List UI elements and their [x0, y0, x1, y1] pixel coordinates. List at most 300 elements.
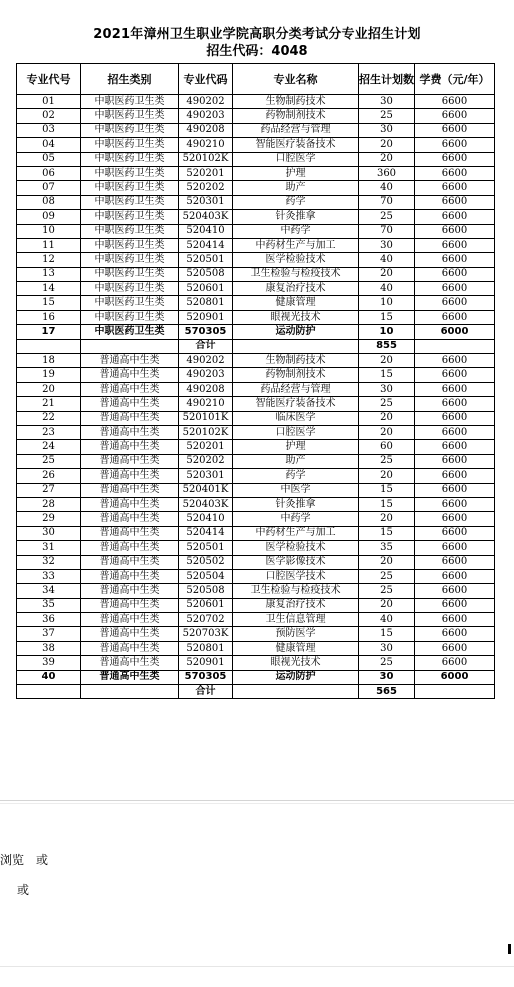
- table-row: [17, 497, 495, 511]
- cell-major-number: 33: [17, 569, 81, 583]
- cell-major-number: 01: [17, 95, 81, 109]
- cell-plan-count: 25: [359, 397, 415, 411]
- cell-major-code: 520410: [179, 224, 233, 238]
- table-row: [17, 267, 495, 281]
- cell-major-code: 520508: [179, 584, 233, 598]
- cell-tuition: 6600: [415, 569, 495, 583]
- cell-tuition: 6600: [415, 354, 495, 368]
- cell-tuition: 6600: [415, 253, 495, 267]
- cell-major-number: 30: [17, 526, 81, 540]
- cell-major-code: 520501: [179, 541, 233, 555]
- cell-major-number: 38: [17, 641, 81, 655]
- cell-major-name: 药品经营与管理: [233, 382, 359, 396]
- cell-major-code: 520202: [179, 454, 233, 468]
- cell-plan-count: 15: [359, 497, 415, 511]
- cell-tuition: 6600: [415, 397, 495, 411]
- cell-major-code: 520901: [179, 656, 233, 670]
- cell-tuition: 6600: [415, 152, 495, 166]
- table-row: [17, 670, 495, 684]
- cell-category: 普通高中生类: [81, 555, 179, 569]
- cell-major-name: 口腔医学: [233, 425, 359, 439]
- cell-tuition: 6600: [415, 497, 495, 511]
- table-row: [17, 210, 495, 224]
- table-row: [17, 195, 495, 209]
- table-row: [17, 253, 495, 267]
- cell-major-name: [233, 339, 359, 353]
- cell-major-code: 490208: [179, 123, 233, 137]
- cell-major-name: 中药材生产与加工: [233, 526, 359, 540]
- cell-category: 普通高中生类: [81, 454, 179, 468]
- cell-tuition: 6600: [415, 282, 495, 296]
- cell-plan-count: 25: [359, 109, 415, 123]
- cell-tuition: 6000: [415, 325, 495, 339]
- cell-plan-count: 40: [359, 253, 415, 267]
- cell-category: 中职医药卫生类: [81, 195, 179, 209]
- cell-major-number: 22: [17, 411, 81, 425]
- cell-major-code: 490202: [179, 354, 233, 368]
- cell-major-name: 助产: [233, 181, 359, 195]
- cell-tuition: 6600: [415, 541, 495, 555]
- cell-plan-count: 35: [359, 541, 415, 555]
- table-row: [17, 656, 495, 670]
- cell-major-name: 药学: [233, 195, 359, 209]
- table-row: [17, 483, 495, 497]
- cell-plan-count: 20: [359, 512, 415, 526]
- cell-major-code: 520508: [179, 267, 233, 281]
- cell-major-name: 健康管理: [233, 296, 359, 310]
- cell-tuition: 6600: [415, 598, 495, 612]
- cell-tuition: 6600: [415, 181, 495, 195]
- table-row: [17, 382, 495, 396]
- cell-plan-count: 20: [359, 354, 415, 368]
- cell-major-code: 520601: [179, 282, 233, 296]
- cell-major-code: 520201: [179, 440, 233, 454]
- cell-major-code: 520102K: [179, 152, 233, 166]
- cell-major-name: 药品经营与管理: [233, 123, 359, 137]
- cell-major-number: 31: [17, 541, 81, 555]
- cell-major-number: 27: [17, 483, 81, 497]
- cell-category: 中职医药卫生类: [81, 282, 179, 296]
- cell-major-code: 520414: [179, 526, 233, 540]
- cell-major-code: 490210: [179, 397, 233, 411]
- table-row: [17, 627, 495, 641]
- cell-plan-count: 30: [359, 238, 415, 252]
- cell-tuition: 6600: [415, 483, 495, 497]
- cell-plan-count: 20: [359, 469, 415, 483]
- cell-category: 普通高中生类: [81, 627, 179, 641]
- cell-plan-count: 15: [359, 526, 415, 540]
- cell-major-code: 520601: [179, 598, 233, 612]
- table-row: [17, 95, 495, 109]
- cell-major-number: 17: [17, 325, 81, 339]
- cell-plan-count: 20: [359, 267, 415, 281]
- cell-category: 普通高中生类: [81, 440, 179, 454]
- table-row: [17, 454, 495, 468]
- cell-major-code: 520403K: [179, 497, 233, 511]
- cell-major-name: 卫生检验与检疫技术: [233, 267, 359, 281]
- header-plan-count: 招生计划数: [359, 64, 415, 95]
- cell-major-code: 520101K: [179, 411, 233, 425]
- table-row: [17, 296, 495, 310]
- cell-major-name: 针灸推拿: [233, 210, 359, 224]
- cell-plan-count: 25: [359, 656, 415, 670]
- cell-major-number: 40: [17, 670, 81, 684]
- cell-tuition: 6600: [415, 469, 495, 483]
- cell-major-name: 卫生检验与检疫技术: [233, 584, 359, 598]
- cell-tuition: [415, 339, 495, 353]
- cell-major-number: [17, 339, 81, 353]
- cell-major-name: 预防医学: [233, 627, 359, 641]
- table-row: [17, 282, 495, 296]
- cell-plan-count: 25: [359, 584, 415, 598]
- table-row: [17, 411, 495, 425]
- divider: [0, 803, 514, 804]
- cell-plan-count: 20: [359, 425, 415, 439]
- cell-major-number: 19: [17, 368, 81, 382]
- cell-major-name: 康复治疗技术: [233, 282, 359, 296]
- cell-category: 普通高中生类: [81, 397, 179, 411]
- cell-category: 普通高中生类: [81, 411, 179, 425]
- cell-category: 普通高中生类: [81, 469, 179, 483]
- cell-major-code: 570305: [179, 670, 233, 684]
- cell-major-name: 中药学: [233, 224, 359, 238]
- cell-major-code: 490203: [179, 368, 233, 382]
- cell-major-name: 医学检验技术: [233, 541, 359, 555]
- cell-category: [81, 685, 179, 699]
- cell-tuition: 6600: [415, 296, 495, 310]
- cell-major-code: 520102K: [179, 425, 233, 439]
- cell-major-number: 14: [17, 282, 81, 296]
- cell-major-number: 16: [17, 310, 81, 324]
- cell-major-number: [17, 685, 81, 699]
- cell-plan-count: 855: [359, 339, 415, 353]
- cell-category: 中职医药卫生类: [81, 224, 179, 238]
- cell-major-code: 520414: [179, 238, 233, 252]
- cell-plan-count: 30: [359, 123, 415, 137]
- cell-tuition: 6600: [415, 195, 495, 209]
- cell-major-name: 口腔医学技术: [233, 569, 359, 583]
- cell-plan-count: 360: [359, 166, 415, 180]
- cell-plan-count: 30: [359, 670, 415, 684]
- cell-major-code: 520403K: [179, 210, 233, 224]
- cell-category: 中职医药卫生类: [81, 238, 179, 252]
- cell-category: 中职医药卫生类: [81, 296, 179, 310]
- cell-major-number: 26: [17, 469, 81, 483]
- cell-category: 中职医药卫生类: [81, 310, 179, 324]
- cell-plan-count: 20: [359, 138, 415, 152]
- cell-major-name: [233, 685, 359, 699]
- cell-major-name: 运动防护: [233, 325, 359, 339]
- cell-category: 中职医药卫生类: [81, 325, 179, 339]
- table-row: [17, 354, 495, 368]
- cell-category: 普通高中生类: [81, 382, 179, 396]
- cell-major-name: 药学: [233, 469, 359, 483]
- cell-tuition: 6600: [415, 123, 495, 137]
- cell-major-code: 520410: [179, 512, 233, 526]
- cell-major-number: 02: [17, 109, 81, 123]
- cell-major-code: 520501: [179, 253, 233, 267]
- cell-tuition: 6600: [415, 138, 495, 152]
- table-row: [17, 166, 495, 180]
- cell-major-number: 37: [17, 627, 81, 641]
- cell-tuition: 6600: [415, 526, 495, 540]
- cell-category: 普通高中生类: [81, 641, 179, 655]
- table-row: [17, 440, 495, 454]
- cell-major-name: 康复治疗技术: [233, 598, 359, 612]
- cell-major-code: 520401K: [179, 483, 233, 497]
- cell-major-name: 运动防护: [233, 670, 359, 684]
- cell-plan-count: 40: [359, 613, 415, 627]
- cell-category: 普通高中生类: [81, 584, 179, 598]
- cell-major-code: 520504: [179, 569, 233, 583]
- table-row: [17, 238, 495, 252]
- cell-major-number: 20: [17, 382, 81, 396]
- table-row: [17, 325, 495, 339]
- cell-tuition: 6600: [415, 238, 495, 252]
- cell-plan-count: 20: [359, 598, 415, 612]
- cell-major-code: 520801: [179, 641, 233, 655]
- cell-tuition: 6600: [415, 555, 495, 569]
- cell-major-code: 490202: [179, 95, 233, 109]
- cell-tuition: 6600: [415, 267, 495, 281]
- cell-tuition: [415, 685, 495, 699]
- cell-plan-count: 30: [359, 95, 415, 109]
- cell-major-code: 520801: [179, 296, 233, 310]
- cell-category: 普通高中生类: [81, 656, 179, 670]
- cell-category: 中职医药卫生类: [81, 267, 179, 281]
- partial-text-line: 或: [17, 883, 30, 897]
- cell-plan-count: 20: [359, 152, 415, 166]
- cell-major-number: 09: [17, 210, 81, 224]
- cell-plan-count: 15: [359, 627, 415, 641]
- cell-major-name: 助产: [233, 454, 359, 468]
- cell-major-name: 护理: [233, 166, 359, 180]
- cell-tuition: 6600: [415, 310, 495, 324]
- cell-major-number: 39: [17, 656, 81, 670]
- table-header-row: [17, 64, 495, 95]
- enrollment-plan-table: [16, 63, 495, 699]
- cell-plan-count: 20: [359, 411, 415, 425]
- cell-major-code: 合计: [179, 685, 233, 699]
- cell-major-name: 临床医学: [233, 411, 359, 425]
- cell-plan-count: 25: [359, 210, 415, 224]
- cell-category: 中职医药卫生类: [81, 253, 179, 267]
- cell-tuition: 6600: [415, 425, 495, 439]
- table-row: [17, 613, 495, 627]
- cell-major-name: 口腔医学: [233, 152, 359, 166]
- cell-category: 普通高中生类: [81, 497, 179, 511]
- cell-tuition: 6600: [415, 627, 495, 641]
- cell-major-name: 护理: [233, 440, 359, 454]
- cell-major-name: 医学影像技术: [233, 555, 359, 569]
- table-row: [17, 310, 495, 324]
- cell-major-code: 合计: [179, 339, 233, 353]
- cell-major-number: 35: [17, 598, 81, 612]
- cell-major-name: 中药学: [233, 512, 359, 526]
- table-row: [17, 368, 495, 382]
- table-row: [17, 123, 495, 137]
- cell-major-name: 智能医疗装备技术: [233, 138, 359, 152]
- table-row: [17, 555, 495, 569]
- cell-plan-count: 565: [359, 685, 415, 699]
- cell-category: 普通高中生类: [81, 354, 179, 368]
- cell-major-name: 卫生信息管理: [233, 613, 359, 627]
- cell-plan-count: 60: [359, 440, 415, 454]
- cell-major-code: 520301: [179, 469, 233, 483]
- cell-major-name: 医学检验技术: [233, 253, 359, 267]
- cell-plan-count: 70: [359, 224, 415, 238]
- header-tuition: 学费（元/年）: [415, 64, 495, 95]
- cell-major-number: 13: [17, 267, 81, 281]
- cell-category: 普通高中生类: [81, 569, 179, 583]
- cell-category: 普通高中生类: [81, 526, 179, 540]
- cell-major-code: 490210: [179, 138, 233, 152]
- cell-major-number: 21: [17, 397, 81, 411]
- cell-category: [81, 339, 179, 353]
- cell-tuition: 6600: [415, 224, 495, 238]
- cell-major-code: 570305: [179, 325, 233, 339]
- cell-major-code: 520901: [179, 310, 233, 324]
- cell-category: 普通高中生类: [81, 598, 179, 612]
- cell-plan-count: 10: [359, 296, 415, 310]
- cell-plan-count: 15: [359, 310, 415, 324]
- cell-tuition: 6600: [415, 109, 495, 123]
- table-row: [17, 469, 495, 483]
- cell-tuition: 6600: [415, 411, 495, 425]
- cell-category: 普通高中生类: [81, 613, 179, 627]
- cell-tuition: 6600: [415, 641, 495, 655]
- cell-major-name: 智能医疗装备技术: [233, 397, 359, 411]
- cell-plan-count: 10: [359, 325, 415, 339]
- cell-major-number: 29: [17, 512, 81, 526]
- cell-plan-count: 30: [359, 382, 415, 396]
- table-total-row: [17, 339, 495, 353]
- cell-major-number: 25: [17, 454, 81, 468]
- cell-major-number: 03: [17, 123, 81, 137]
- table-row: [17, 109, 495, 123]
- cell-major-name: 生物制药技术: [233, 354, 359, 368]
- cell-major-number: 28: [17, 497, 81, 511]
- cell-major-name: 中医学: [233, 483, 359, 497]
- cell-major-code: 490203: [179, 109, 233, 123]
- cell-tuition: 6600: [415, 656, 495, 670]
- cell-category: 中职医药卫生类: [81, 123, 179, 137]
- cell-major-code: 490208: [179, 382, 233, 396]
- cell-major-name: 眼视光技术: [233, 310, 359, 324]
- cell-major-number: 05: [17, 152, 81, 166]
- table-row: [17, 138, 495, 152]
- cell-tuition: 6600: [415, 95, 495, 109]
- cell-major-number: 32: [17, 555, 81, 569]
- cell-plan-count: 15: [359, 483, 415, 497]
- cell-tuition: 6600: [415, 613, 495, 627]
- table-row: [17, 526, 495, 540]
- table-row: [17, 181, 495, 195]
- cell-plan-count: 40: [359, 282, 415, 296]
- cell-major-number: 15: [17, 296, 81, 310]
- table-row: [17, 425, 495, 439]
- table-row: [17, 569, 495, 583]
- cell-major-code: 520502: [179, 555, 233, 569]
- cell-category: 中职医药卫生类: [81, 138, 179, 152]
- table-row: [17, 397, 495, 411]
- cell-tuition: 6600: [415, 210, 495, 224]
- cell-major-name: 药物制剂技术: [233, 109, 359, 123]
- cell-category: 普通高中生类: [81, 483, 179, 497]
- cell-plan-count: 70: [359, 195, 415, 209]
- divider: [0, 800, 514, 801]
- cell-category: 普通高中生类: [81, 368, 179, 382]
- cell-major-number: 11: [17, 238, 81, 252]
- cell-major-code: 520301: [179, 195, 233, 209]
- cell-major-number: 10: [17, 224, 81, 238]
- cell-major-code: 520202: [179, 181, 233, 195]
- table-row: [17, 152, 495, 166]
- cell-category: 普通高中生类: [81, 670, 179, 684]
- cell-category: 普通高中生类: [81, 512, 179, 526]
- cell-major-number: 18: [17, 354, 81, 368]
- table-row: [17, 541, 495, 555]
- header-major-code: 专业代码: [179, 64, 233, 95]
- cell-major-number: 04: [17, 138, 81, 152]
- cell-category: 中职医药卫生类: [81, 95, 179, 109]
- header-major-number: 专业代号: [17, 64, 81, 95]
- table-row: [17, 584, 495, 598]
- cell-major-code: 520703K: [179, 627, 233, 641]
- cell-plan-count: 40: [359, 181, 415, 195]
- cell-major-name: 眼视光技术: [233, 656, 359, 670]
- cell-major-name: 生物制药技术: [233, 95, 359, 109]
- cell-category: 中职医药卫生类: [81, 166, 179, 180]
- cell-tuition: 6000: [415, 670, 495, 684]
- cell-tuition: 6600: [415, 368, 495, 382]
- cell-plan-count: 25: [359, 454, 415, 468]
- cell-tuition: 6600: [415, 584, 495, 598]
- cell-tuition: 6600: [415, 440, 495, 454]
- document-title: 2021年漳州卫生职业学院高职分类考试分专业招生计划: [93, 27, 421, 42]
- cell-major-name: 健康管理: [233, 641, 359, 655]
- cell-category: 中职医药卫生类: [81, 109, 179, 123]
- cell-major-number: 07: [17, 181, 81, 195]
- table-total-row: [17, 685, 495, 699]
- header-category: 招生类别: [81, 64, 179, 95]
- cell-major-number: 34: [17, 584, 81, 598]
- cell-plan-count: 20: [359, 555, 415, 569]
- cell-major-name: 中药材生产与加工: [233, 238, 359, 252]
- cell-major-code: 520702: [179, 613, 233, 627]
- cell-major-number: 23: [17, 425, 81, 439]
- cell-plan-count: 25: [359, 569, 415, 583]
- cell-major-number: 06: [17, 166, 81, 180]
- cell-tuition: 6600: [415, 454, 495, 468]
- cell-category: 普通高中生类: [81, 425, 179, 439]
- cell-major-number: 36: [17, 613, 81, 627]
- cell-category: 中职医药卫生类: [81, 181, 179, 195]
- table-row: [17, 512, 495, 526]
- cell-major-name: 药物制剂技术: [233, 368, 359, 382]
- header-major-name: 专业名称: [233, 64, 359, 95]
- table-body: [17, 95, 495, 699]
- table-row: [17, 224, 495, 238]
- cell-major-number: 24: [17, 440, 81, 454]
- cell-category: 中职医药卫生类: [81, 210, 179, 224]
- cell-plan-count: 30: [359, 641, 415, 655]
- divider: [0, 966, 514, 967]
- enrollment-code: 招生代码：4048: [206, 44, 308, 59]
- table-row: [17, 598, 495, 612]
- cell-tuition: 6600: [415, 512, 495, 526]
- cell-major-number: 12: [17, 253, 81, 267]
